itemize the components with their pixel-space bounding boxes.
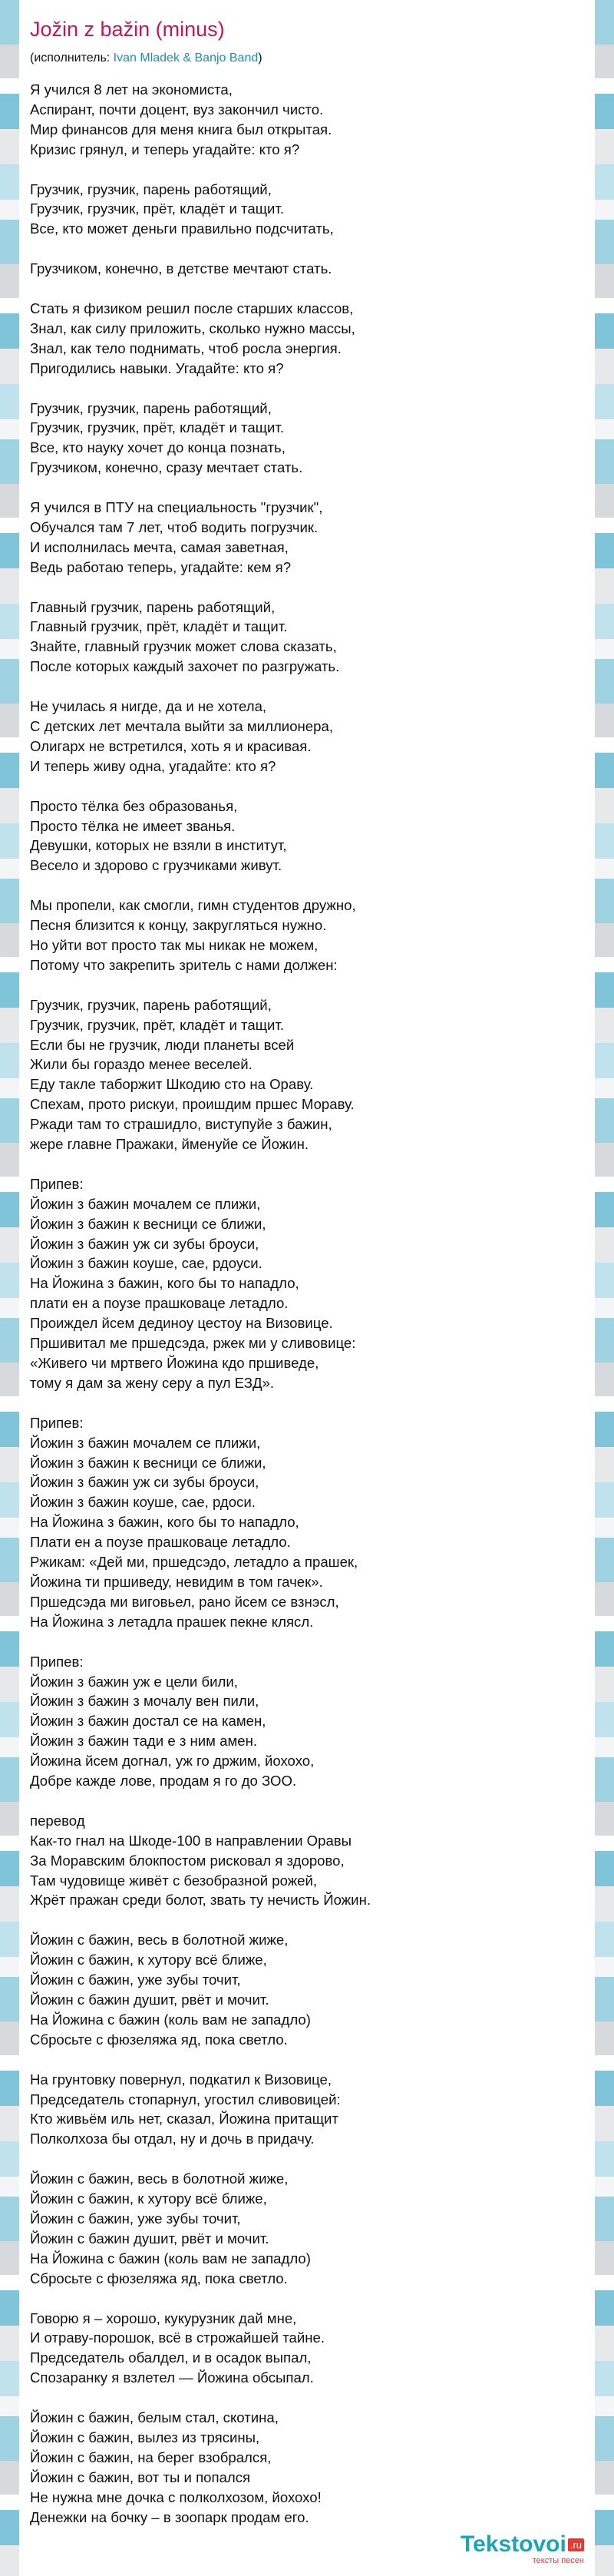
lyrics-line: Грузчик, грузчик, прёт, кладёт и тащит. bbox=[30, 1016, 285, 1033]
lyrics-line: На Йожина з бажин, кого бы то нападло, bbox=[30, 1275, 299, 1292]
performer-suffix: ) bbox=[258, 51, 262, 65]
lyrics-line: Мы пропели, как смогли, гимн студентов дружно, bbox=[30, 897, 356, 914]
lyrics-line: перевод bbox=[30, 1812, 85, 1829]
lyrics-line: Припев: bbox=[30, 1653, 84, 1670]
lyrics-line: С детских лет мечтала выйти за миллионера, bbox=[30, 718, 333, 734]
lyrics-line: Йожин з бажин з мочалу вен пили, bbox=[30, 1693, 259, 1710]
performer-link[interactable]: Ivan Mladek & Banjo Band bbox=[113, 51, 259, 65]
lyrics-line: Стать я физиком решил после старших классов, bbox=[30, 300, 354, 316]
lyrics-line: жере главне Пражаки, йменуйе се Йожин. bbox=[30, 1136, 309, 1153]
lyrics-line: И отраву-порошок, всё в строжайшей тайне. bbox=[30, 2329, 325, 2346]
lyrics-line: Пригодились навыки. Угадайте: кто я? bbox=[30, 359, 284, 376]
lyrics-line: Главный грузчик, парень работящий, bbox=[30, 598, 276, 615]
logo-tagline: тексты песен bbox=[532, 2556, 584, 2565]
lyrics-line: И исполнилась мечта, самая заветная, bbox=[30, 538, 289, 555]
lyrics-line: Йожин с бажин, весь в болотной жиже, bbox=[30, 1932, 289, 1949]
lyrics-line: Еду такле таборжит Шкодию сто на Ораву. bbox=[30, 1076, 314, 1093]
lyrics-line: Пршивитал ме пршедсэда, ржек ми у сливовице: bbox=[30, 1335, 356, 1352]
lyrics-line: Полколхоза бы отдал, ну и дочь в придачу. bbox=[30, 2131, 315, 2147]
lyrics-line: Не училась я нигде, да и не хотела, bbox=[30, 698, 267, 715]
lyrics-line: Грузчик, грузчик, прёт, кладёт и тащит. bbox=[30, 200, 285, 217]
lyrics-line: Все, кто науку хочет до конца познать, bbox=[30, 439, 286, 456]
lyrics-text bbox=[30, 80, 583, 2527]
lyrics-line: Йожин с бажин, на берег взобрался, bbox=[30, 2449, 272, 2465]
lyrics-line: Грузчиком, конечно, сразу мечтает стать. bbox=[30, 459, 303, 476]
song-title: Jožin z bažin (minus) bbox=[30, 18, 225, 41]
lyrics-line: Жрёт пражан среди болот, звать ту нечисть Йожин. bbox=[30, 1892, 371, 1909]
lyrics-line: Йожин з бажин тади е з ним амен. bbox=[30, 1733, 258, 1750]
lyrics-line: Йожин з бажин к весници се ближи, bbox=[30, 1454, 266, 1471]
lyrics-line: Если бы не грузчик, люди планеты всей bbox=[30, 1036, 295, 1053]
lyrics-line: Председатель обалдел, и в осадок выпал, bbox=[30, 2349, 312, 2366]
lyrics-line: Спехам, прото рискуи, проишдим пршес Мораву. bbox=[30, 1096, 355, 1113]
lyrics-line: Йожин с бажин душит, рвёт и мочит. bbox=[30, 2230, 269, 2247]
lyrics-line: Знайте, главный грузчик может слова сказать, bbox=[30, 638, 337, 655]
lyrics-line: Йожин з бажин мочалем се плижи, bbox=[30, 1195, 261, 1212]
lyrics-line: Добре каждe лове, продам я го до ЗОО. bbox=[30, 1773, 297, 1790]
lyrics-line: Йожин с бажин, к хутору всё ближе, bbox=[30, 1952, 267, 1968]
lyrics-line: После которых каждый захочет по разгружать. bbox=[30, 658, 340, 675]
lyrics-line: Песня близится к концу, закругляться нужно. bbox=[30, 917, 327, 934]
lyrics-line: Денежки на бочку – в зоопарк продам его. bbox=[30, 2508, 309, 2525]
lyrics-line: Йожин з бажин достал се на камен, bbox=[30, 1713, 266, 1730]
lyrics-line: Сбросьте с фюзеляжа яд, пока светло. bbox=[30, 2270, 288, 2286]
lyrics-line: Не нужна мне дочка с полколхозом, йохохо! bbox=[30, 2488, 322, 2505]
lyrics-line: Там чудовище живёт с безобразной рожей, bbox=[30, 1872, 318, 1889]
lyrics-line: Йожин с бажин, уже зубы точит, bbox=[30, 2210, 241, 2227]
lyrics-line: Припев: bbox=[30, 1175, 84, 1192]
lyrics-line: Йожина ти пршиведу, невидим в том гачек». bbox=[30, 1573, 323, 1590]
lyrics-line: Ржикам: «Дей ми, пршедсэдо, летадло а прашек, bbox=[30, 1554, 358, 1571]
lyrics-line: Спозаранку я взлетел — Йожина обсыпал. bbox=[30, 2369, 314, 2386]
lyrics-line: Ведь работаю теперь, угадайте: кем я? bbox=[30, 558, 292, 575]
lyrics-line: И теперь живу одна, угадайте: кто я? bbox=[30, 757, 276, 774]
lyrics-line: Грузчик, грузчик, прёт, кладёт и тащит. bbox=[30, 419, 285, 436]
lyrics-line: Кто живьём иль нет, сказал, Йожина притащит bbox=[30, 2111, 338, 2127]
lyrics-line: Припев: bbox=[30, 1414, 84, 1431]
lyrics-line: Плати ен а поузе прашковаце летадло. bbox=[30, 1534, 291, 1551]
lyrics-line: Йожин с бажин, весь в болотной жиже, bbox=[30, 2170, 289, 2187]
lyrics-line: Говорю я – хорошо, кукурузник дай мне, bbox=[30, 2309, 297, 2326]
lyrics-line: Кризис грянул, и теперь угадайте: кто я? bbox=[30, 141, 300, 157]
lyrics-line: Йожин с бажин, вот ты и попался bbox=[30, 2468, 251, 2485]
lyrics-line: Обучался там 7 лет, чтоб водить погрузчик. bbox=[30, 518, 319, 535]
lyrics-line: Весело и здорово с грузчиками живут. bbox=[30, 857, 282, 874]
lyrics-line: Йожин с бажин, вылез из трясины, bbox=[30, 2429, 260, 2445]
lyrics-line: Йожин з бажин мочалем се плижи, bbox=[30, 1434, 261, 1451]
lyrics-line: На Йожина з летадла прашек пекне клясл. bbox=[30, 1613, 314, 1630]
lyrics-line: плати ен а поузе прашковаце летадло. bbox=[30, 1295, 289, 1312]
performer-prefix: (исполнитель: bbox=[30, 51, 114, 65]
lyrics-line: Грузчиком, конечно, в детстве мечтают стать. bbox=[30, 260, 332, 277]
lyrics-line: Проиждел йсем дединоу цестоу на Визовице. bbox=[30, 1315, 333, 1332]
lyrics-line: Йожина йсем догнал, уж го држим, йохохо, bbox=[30, 1753, 315, 1770]
lyrics-line: Ржади там то страшидло, виступуйе з бажин, bbox=[30, 1116, 332, 1133]
lyrics-line: На грунтовку повернул, подкатил к Визовице, bbox=[30, 2071, 332, 2088]
lyrics-line: Я учился 8 лет на экономиста, bbox=[30, 81, 233, 98]
lyrics-line: Председатель стопарнул, угостил сливовицей: bbox=[30, 2091, 341, 2107]
lyrics-line: Йожин з бажин уж си зубы броуси, bbox=[30, 1235, 259, 1252]
lyrics-line: Я учился в ПТУ на специальность "грузчик", bbox=[30, 499, 323, 516]
lyrics-line: Йожин с бажин, к хутору всё ближе, bbox=[30, 2190, 267, 2207]
lyrics-line: Аспирант, почти доцент, вуз закончил чисто. bbox=[30, 101, 324, 118]
lyrics-line: Знал, как тело поднимать, чтоб росла энергия. bbox=[30, 339, 342, 356]
lyrics-line: Знал, как силу приложить, сколько нужно массы, bbox=[30, 320, 355, 336]
lyrics-line: На Йожина с бажин (коль вам не западло) bbox=[30, 2011, 311, 2028]
lyrics-line: Йожин з бажин к весници се ближи, bbox=[30, 1215, 266, 1232]
lyrics-line: Йожин з бажин уж си зубы броуси, bbox=[30, 1474, 259, 1491]
logo-tld: .ru bbox=[568, 2538, 584, 2551]
lyrics-line: Просто тёлка не имеет званья. bbox=[30, 817, 236, 834]
song-meta bbox=[30, 51, 262, 66]
lyrics-line: Олигарх не встретился, хоть я и красивая. bbox=[30, 737, 312, 754]
logo-name: Tekstovoi bbox=[460, 2531, 566, 2557]
lyrics-page bbox=[19, 0, 595, 2576]
lyrics-line: Йожин з бажин уж е цели били, bbox=[30, 1673, 238, 1690]
lyrics-line: На Йожина с бажин (коль вам не западло) bbox=[30, 2250, 311, 2266]
site-logo[interactable] bbox=[460, 2533, 584, 2565]
lyrics-line: Йожин с бажин, белым стал, скотина, bbox=[30, 2409, 279, 2426]
lyrics-line: Грузчик, грузчик, парень работящий, bbox=[30, 996, 272, 1013]
lyrics-line: Сбросьте с фюзеляжа яд, пока светло. bbox=[30, 2031, 288, 2048]
lyrics-line: Но уйти вот просто так мы никак не можем, bbox=[30, 936, 319, 953]
lyrics-line: Йожин с бажин, уже зубы точит, bbox=[30, 1972, 241, 1988]
lyrics-line: Все, кто может деньги правильно подсчитать, bbox=[30, 220, 334, 237]
lyrics-line: Пршедсэда ми виговьел, рано йсем се взнэсл, bbox=[30, 1593, 339, 1610]
lyrics-line: Главный грузчик, прёт, кладёт и тащит. bbox=[30, 618, 288, 635]
lyrics-line: Девушки, которых не взяли в институт, bbox=[30, 837, 287, 854]
lyrics-line: За Моравским блокпостом рисковал я здорово, bbox=[30, 1852, 345, 1869]
lyrics-line: тому я дам за жену серу а пул ЕЗД». bbox=[30, 1374, 275, 1391]
lyrics-line: Грузчик, грузчик, парень работящий, bbox=[30, 399, 272, 416]
lyrics-line: Потому что закрепить зритель с нами должен: bbox=[30, 956, 338, 973]
lyrics-line: На Йожина з бажин, кого бы то нападло, bbox=[30, 1514, 299, 1531]
lyrics-line: «Живего чи мртвего Йожина кдо пршиведе, bbox=[30, 1355, 319, 1371]
lyrics-line: Жили бы гораздо менее веселей. bbox=[30, 1056, 253, 1073]
lyrics-line: Как-то гнал на Шкоде-100 в направлении Оравы bbox=[30, 1832, 352, 1849]
lyrics-line: Просто тёлка без образованья, bbox=[30, 797, 238, 814]
lyrics-line: Мир финансов для меня книга был открытая. bbox=[30, 121, 332, 137]
lyrics-line: Грузчик, грузчик, парень работящий, bbox=[30, 180, 272, 197]
lyrics-line: Йожин с бажин душит, рвёт и мочит. bbox=[30, 1992, 269, 2008]
lyrics-line: Йожин з бажин коуше, сае, рдоуси. bbox=[30, 1255, 262, 1272]
lyrics-line: Йожин з бажин коуше, сае, рдоси. bbox=[30, 1494, 256, 1511]
